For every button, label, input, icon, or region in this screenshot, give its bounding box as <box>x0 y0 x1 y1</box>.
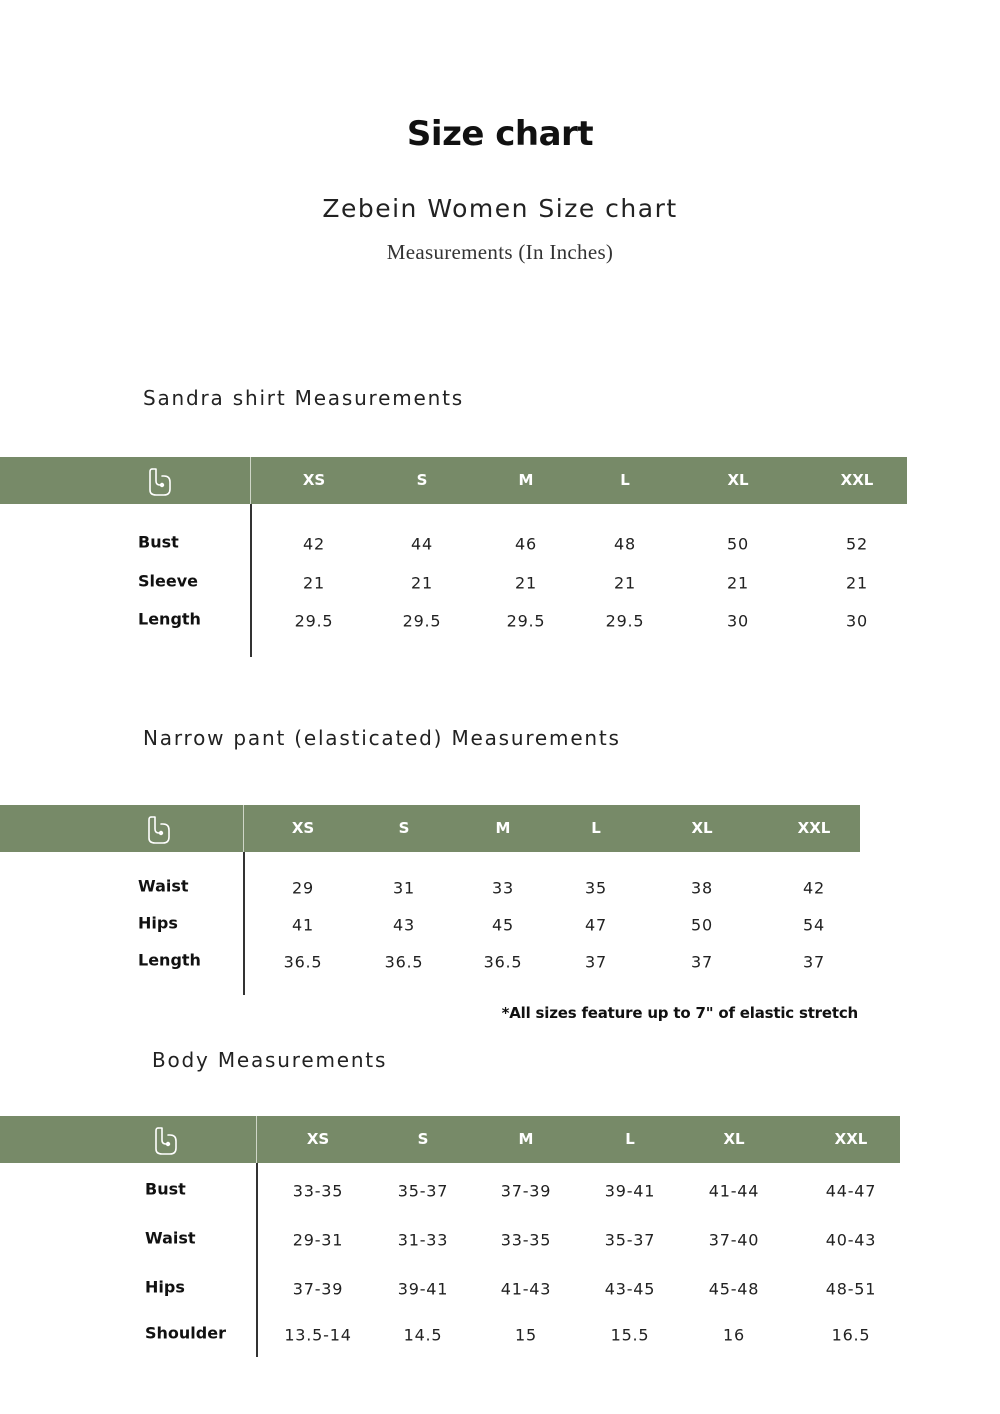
table-cell: 50 <box>727 534 749 554</box>
table-cell: 37 <box>691 952 713 972</box>
table-cell: 37-39 <box>292 1279 344 1299</box>
size-header: M <box>495 819 511 837</box>
table-cell: 15.5 <box>610 1325 650 1345</box>
size-header: XXL <box>840 471 874 489</box>
row-label: Bust <box>138 532 179 552</box>
section-heading: Sandra shirt Measurements <box>143 386 464 410</box>
table-cell: 30 <box>846 611 868 631</box>
row-label: Bust <box>145 1179 186 1199</box>
size-header: L <box>620 471 630 489</box>
size-header: M <box>518 471 534 489</box>
column-divider <box>250 504 252 657</box>
section-heading: Narrow pant (elasticated) Measurements <box>143 726 621 750</box>
table-cell: 21 <box>515 573 537 593</box>
row-label: Waist <box>145 1228 196 1248</box>
measuring-tape-icon <box>145 812 173 846</box>
size-header: L <box>591 819 601 837</box>
table-cell: 43-45 <box>604 1279 656 1299</box>
size-header: XS <box>302 471 326 489</box>
column-divider <box>243 852 245 995</box>
size-header: XL <box>727 471 749 489</box>
table-cell: 41-43 <box>500 1279 552 1299</box>
table-cell: 46 <box>515 534 537 554</box>
size-header: XXL <box>797 819 831 837</box>
table-cell: 36.5 <box>283 952 323 972</box>
size-header: XS <box>306 1130 330 1148</box>
table-cell: 44 <box>411 534 433 554</box>
table-header <box>0 1116 900 1163</box>
header-divider <box>243 805 244 852</box>
table-cell: 40-43 <box>825 1230 877 1250</box>
table-cell: 37 <box>585 952 607 972</box>
measuring-tape-icon <box>152 1123 180 1157</box>
table-cell: 37-39 <box>500 1181 552 1201</box>
row-label: Hips <box>138 913 178 933</box>
page-title: Size chart <box>406 114 594 154</box>
table-cell: 50 <box>691 915 713 935</box>
table-cell: 33-35 <box>292 1181 344 1201</box>
table-cell: 54 <box>803 915 825 935</box>
table-cell: 39-41 <box>397 1279 449 1299</box>
size-header: XL <box>691 819 713 837</box>
size-header: XL <box>723 1130 745 1148</box>
size-header: S <box>398 819 410 837</box>
table-cell: 33 <box>492 878 514 898</box>
elastic-stretch-note: *All sizes feature up to 7" of elastic stretch <box>501 1004 858 1022</box>
table-cell: 33-35 <box>500 1230 552 1250</box>
table-cell: 45-48 <box>708 1279 760 1299</box>
units-caption: Measurements (In Inches) <box>386 240 614 264</box>
measuring-tape-icon <box>146 464 174 498</box>
row-label: Shoulder <box>145 1323 226 1343</box>
table-cell: 48 <box>614 534 636 554</box>
table-cell: 14.5 <box>403 1325 443 1345</box>
table-cell: 45 <box>492 915 514 935</box>
table-cell: 21 <box>614 573 636 593</box>
row-label: Waist <box>138 876 189 896</box>
table-cell: 16 <box>723 1325 745 1345</box>
table-cell: 41 <box>292 915 314 935</box>
row-label: Hips <box>145 1277 185 1297</box>
table-cell: 31 <box>393 878 415 898</box>
column-divider <box>256 1163 258 1357</box>
table-cell: 37 <box>803 952 825 972</box>
table-cell: 16.5 <box>831 1325 871 1345</box>
size-header: L <box>625 1130 635 1148</box>
table-cell: 29 <box>292 878 314 898</box>
table-cell: 42 <box>303 534 325 554</box>
table-cell: 44-47 <box>825 1181 877 1201</box>
table-cell: 42 <box>803 878 825 898</box>
size-header: S <box>417 1130 429 1148</box>
header-divider <box>250 457 251 504</box>
table-cell: 29.5 <box>506 611 546 631</box>
table-header <box>0 805 860 852</box>
section-heading: Body Measurements <box>152 1048 388 1072</box>
table-cell: 21 <box>846 573 868 593</box>
table-cell: 36.5 <box>384 952 424 972</box>
table-cell: 29-31 <box>292 1230 344 1250</box>
table-cell: 41-44 <box>708 1181 760 1201</box>
table-cell: 15 <box>515 1325 537 1345</box>
table-cell: 37-40 <box>708 1230 760 1250</box>
table-cell: 21 <box>303 573 325 593</box>
table-cell: 48-51 <box>825 1279 877 1299</box>
table-cell: 39-41 <box>604 1181 656 1201</box>
page-subtitle: Zebein Women Size chart <box>322 194 678 223</box>
table-cell: 43 <box>393 915 415 935</box>
size-header: XXL <box>834 1130 868 1148</box>
row-label: Length <box>138 950 201 970</box>
table-cell: 35 <box>585 878 607 898</box>
row-label: Length <box>138 609 201 629</box>
table-cell: 52 <box>846 534 868 554</box>
table-cell: 35-37 <box>397 1181 449 1201</box>
table-header <box>0 457 907 504</box>
header-divider <box>256 1116 257 1163</box>
table-cell: 38 <box>691 878 713 898</box>
table-cell: 35-37 <box>604 1230 656 1250</box>
table-cell: 31-33 <box>397 1230 449 1250</box>
row-label: Sleeve <box>138 571 198 591</box>
table-cell: 47 <box>585 915 607 935</box>
table-cell: 29.5 <box>294 611 334 631</box>
table-cell: 21 <box>727 573 749 593</box>
table-cell: 29.5 <box>402 611 442 631</box>
size-header: M <box>518 1130 534 1148</box>
table-cell: 30 <box>727 611 749 631</box>
table-cell: 21 <box>411 573 433 593</box>
table-cell: 13.5-14 <box>284 1325 352 1345</box>
size-header: S <box>416 471 428 489</box>
table-cell: 36.5 <box>483 952 523 972</box>
size-header: XS <box>291 819 315 837</box>
table-cell: 29.5 <box>605 611 645 631</box>
